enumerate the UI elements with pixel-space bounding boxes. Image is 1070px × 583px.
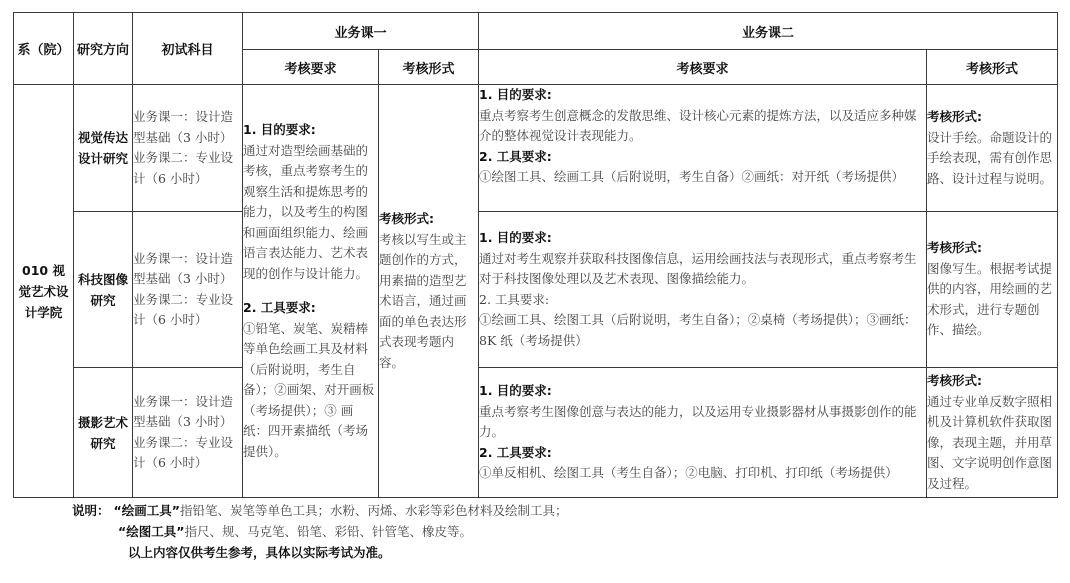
initial-subjects [133,85,243,212]
tools-title: 2. 工具要求: [479,444,552,460]
header-initial-subjects: 初试科目 [133,13,243,85]
course2-format [927,212,1058,368]
notes-row-disclaimer [72,542,567,563]
initial-subjects-text: 业务课一：设计造型基础（3 小时）业务课二：专业设计（6 小时） [133,250,234,327]
research-direction-text: 科技图像研究 [77,271,128,308]
notes-row-drawing-tools [72,521,567,542]
goal-text: 重点考察考生图像创意与表达的能力，以及运用专业摄影器材从事摄影创作的能力。 [479,403,917,440]
research-direction-text: 视觉传达设计研究 [77,130,128,166]
tools-title: 2. 工具要求: [479,291,550,307]
course1-tools-title: 2. 工具要求: [243,300,316,315]
header-course2-requirements: 考核要求 [479,50,927,85]
goal-title: 1. 目的要求: [479,87,552,102]
research-direction-text: 摄影艺术研究 [77,414,128,451]
drawing-tools-term: “绘图工具” [118,524,185,539]
goal-title: 1. 目的要求: [479,230,552,245]
drawing-tools-desc: 指尺、规、马克笔、铅笔、彩铅、针管笔、橡皮等。 [184,524,472,539]
course2-requirements [479,368,927,498]
tools-title: 2. 工具要求: [479,148,552,164]
research-direction [74,85,133,212]
format-text: 设计手绘。命题设计的手绘表现，需有创作思路、设计过程与说明。 [927,129,1053,186]
format-title: 考核形式: [927,373,982,388]
notes-row-painting-tools [72,500,567,521]
course1-format [379,85,479,498]
course2-format [927,85,1058,212]
disclaimer: 以上内容仅供考生参考，具体以实际考试为准。 [128,545,391,560]
tools-text: ①绘画工具、绘图工具（后附说明，考生自备）；②桌椅（考场提供）；③画纸：8K 纸（考场提供） [479,312,917,348]
course2-requirements [479,85,927,212]
initial-subjects [133,212,243,368]
course1-requirements [243,85,379,498]
header-course2: 业务课二 [479,13,1058,50]
initial-subjects-text: 业务课一：设计造型基础（3 小时）业务课二：专业设计（6 小时） [133,109,234,186]
research-direction [74,212,133,368]
course1-goal-text: 通过对造型绘画基础的考核，重点考察考生的观察生活和提炼思考的能力，以及考生的构图和画面组织能力、绘画语言表达能力、艺术表现的创作与设计能力。 [243,142,369,281]
format-text: 通过专业单反数字照相机及计算机软件获取图像，表现主题，并用草图、文字说明创作意图及过程。 [927,393,1053,491]
course1-format-text: 考核以写生或主题创作的方式，用素描的造型艺术语言，通过画面的单色表达形式表现考题内容。 [379,231,467,370]
goal-text: 通过对考生观察并获取科技图像信息，运用绘画技法与表现形式，重点考察考生对于科技图像处理以及艺术表现、图像描绘能力。 [479,250,917,286]
tools-text: ①单反相机、绘图工具（考生自备）；②电脑、打印机、打印纸（考场提供） [479,465,898,481]
department-name-text: 010 视觉艺术设计学院 [18,262,69,320]
goal-text: 重点考察考生创意概念的发散思维、设计核心元素的提炼方法，以及适应多种媒介的整体视觉设计表现能力。 [479,107,917,143]
exam-requirements-table [13,12,1058,498]
notes-section [72,500,567,563]
table-row [14,85,1058,212]
notes-label: 说明： [72,503,110,518]
format-title: 考核形式: [927,240,982,256]
tools-text: ①绘图工具、绘画工具（后附说明，考生自备）②画纸：对开纸（考场提供） [479,169,905,184]
header-research-direction: 研究方向 [74,13,133,85]
course1-format-title: 考核形式: [379,211,434,226]
header-course2-format: 考核形式 [927,50,1058,85]
table-row [14,212,1058,368]
course1-tools-text: ①铅笔、炭笔、炭精棒等单色绘画工具及材料（后附说明，考生自备）；②画架、对开画板（考场提供）；③ 画纸：四开素描纸（考场提供）。 [243,320,375,459]
initial-subjects-text: 业务课一：设计造型基础（3 小时）业务课二：专业设计（6 小时） [133,393,234,470]
course2-format [927,368,1058,498]
header-department: 系（院） [14,13,74,85]
initial-subjects [133,368,243,498]
format-text: 图像写生。根据考试提供的内容，用绘画的艺术形式，进行专题创作、描绘。 [927,260,1053,338]
department-name [14,85,74,498]
table-row [14,368,1058,498]
format-title: 考核形式: [927,109,982,124]
research-direction [74,368,133,498]
goal-title: 1. 目的要求: [479,383,552,399]
course1-goal-title: 1. 目的要求: [243,122,316,137]
course2-requirements [479,212,927,368]
header-course1-requirements: 考核要求 [243,50,379,85]
painting-tools-desc: 指铅笔、炭笔等单色工具；水粉、丙烯、水彩等彩色材料及绘制工具； [179,503,568,518]
header-course1-format: 考核形式 [379,50,479,85]
header-course1: 业务课一 [243,13,479,50]
painting-tools-term: “绘画工具” [113,503,180,518]
